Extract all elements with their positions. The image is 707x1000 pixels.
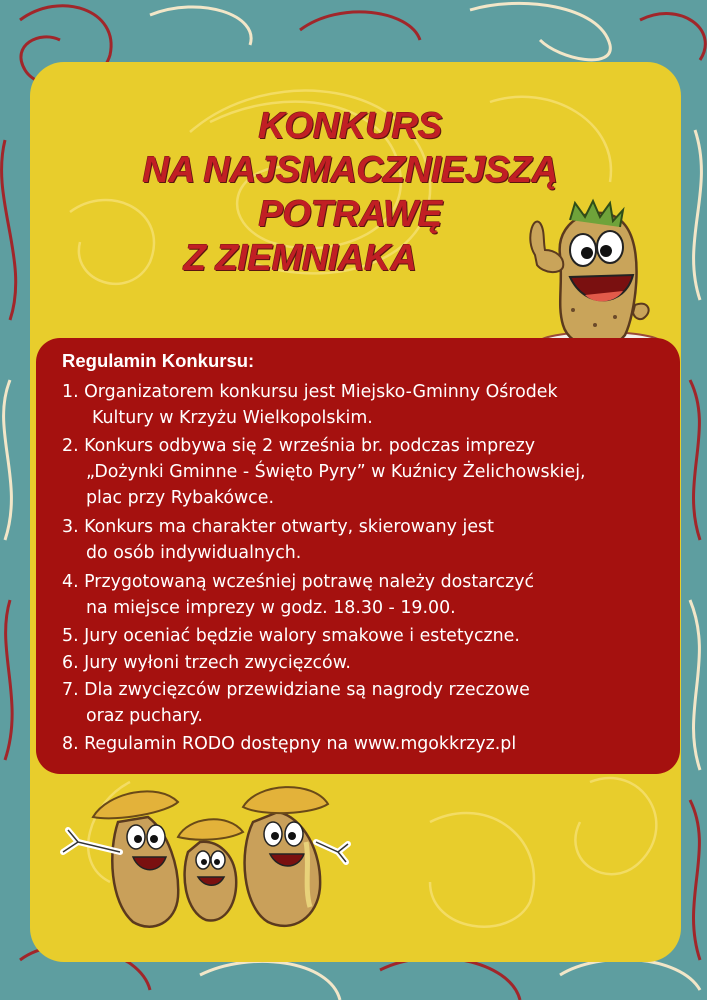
rule-item-4 <box>62 569 672 621</box>
title-line-2: NA NAJSMACZNIEJSZĄ <box>142 149 558 190</box>
rule-7-line-1: 7. Dla zwycięzców przewidziane są nagrody rzeczowe <box>62 680 530 700</box>
rule-6-line-1: 6. Jury wyłoni trzech zwycięzców. <box>62 653 351 673</box>
title-line-3: POTRAWĘ <box>258 193 442 234</box>
rule-item-7 <box>62 677 672 729</box>
rule-item-1 <box>62 379 672 431</box>
rules-box <box>36 338 680 774</box>
rule-1-line-1: 1. Organizatorem konkursu jest Miejsko-Gminny Ośrodek <box>62 382 558 402</box>
rule-3-line-1: 3. Konkurs ma charakter otwarty, skierowany jest <box>62 517 494 537</box>
rules-heading: Regulamin Konkursu: <box>62 350 255 371</box>
rule-4-line-2: na miejsce imprezy w godz. 18.30 - 19.00. <box>86 598 456 618</box>
rule-4-line-1: 4. Przygotowaną wcześniej potrawę należy dostarczyć <box>62 572 535 592</box>
rule-2-line-2: „Dożynki Gminne - Święto Pyry” w Kuźnicy Żelichowskiej, <box>86 462 586 482</box>
rule-5-line-1: 5. Jury oceniać będzie walory smakowe i estetyczne. <box>62 626 520 646</box>
potato-mascot-illustration <box>515 195 665 360</box>
rule-8-line-1: 8. Regulamin RODO dostępny na www.mgokkrzyz.pl <box>62 734 517 754</box>
title-line-4: Z ZIEMNIAKA <box>183 237 417 278</box>
rule-item-2 <box>62 433 672 511</box>
title-line-1: KONKURS <box>258 105 442 146</box>
rule-item-8 <box>62 731 672 757</box>
rule-3-line-2: do osób indywidualnych. <box>86 543 302 563</box>
rule-item-5 <box>62 623 672 649</box>
rule-2-line-3: plac przy Rybakówce. <box>86 488 274 508</box>
rule-7-line-2: oraz puchary. <box>86 706 203 726</box>
rule-2-line-1: 2. Konkurs odbywa się 2 września br. podczas imprezy <box>62 436 536 456</box>
rule-item-6 <box>62 650 672 676</box>
rule-item-3 <box>62 514 672 566</box>
potato-family-illustration <box>48 782 353 932</box>
rule-1-line-2: Kultury w Krzyżu Wielkopolskim. <box>92 408 373 428</box>
